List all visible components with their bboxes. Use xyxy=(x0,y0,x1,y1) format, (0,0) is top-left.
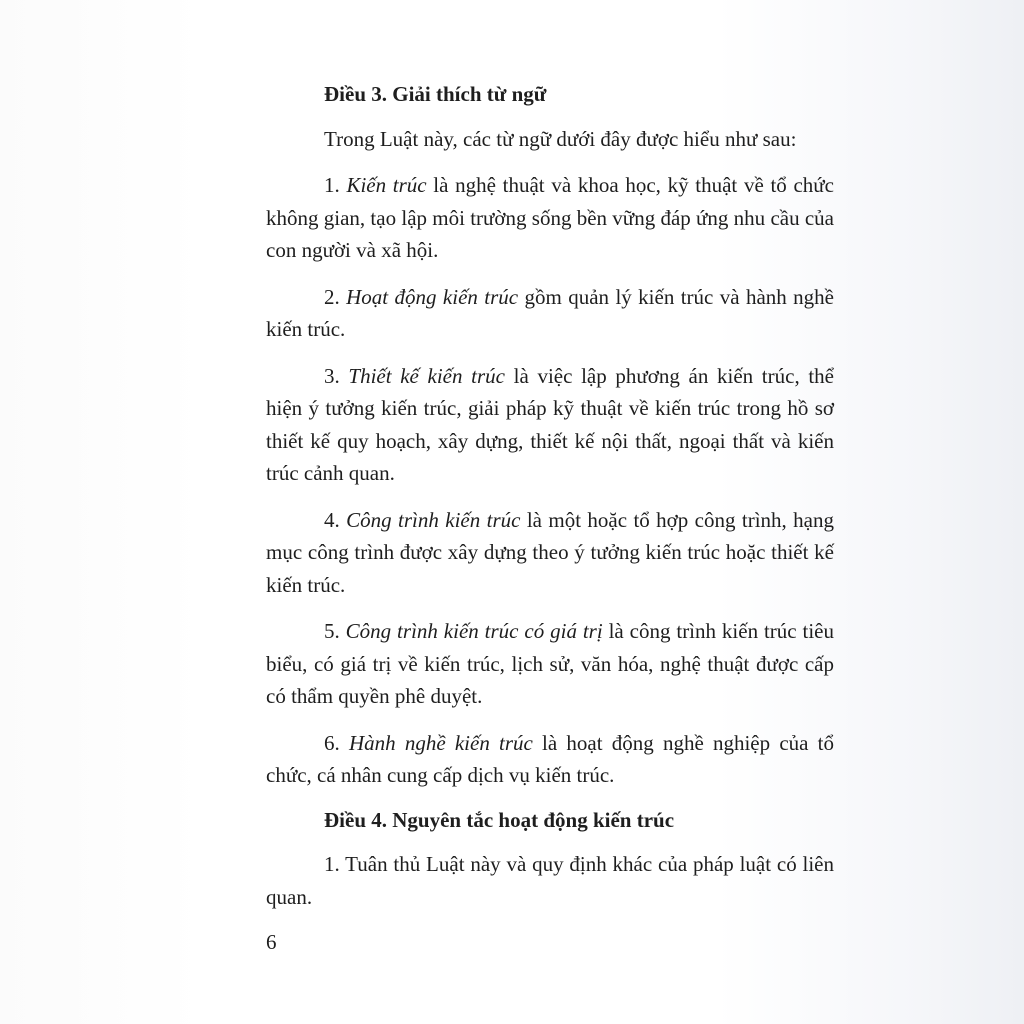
article-3-item-3 xyxy=(266,360,834,490)
article-3-intro: Trong Luật này, các từ ngữ dưới đây được hiểu như sau: xyxy=(324,126,797,151)
article-4-heading: Điều 4. Nguyên tắc hoạt động kiến trúc xyxy=(324,807,675,832)
item-number: 4. xyxy=(324,507,347,532)
definition-text: là hoạt động nghề nghiệp của tổ chức, cá nhân cung cấp dịch vụ kiến trúc. xyxy=(266,730,834,787)
defined-term: Hoạt động kiến trúc xyxy=(346,284,519,309)
definition-text: là một hoặc tổ hợp công trình, hạng mục công trình được xây dựng theo ý tưởng kiến trúc hoặc thiết kế kiến trúc. xyxy=(266,507,834,597)
article-3-item-2 xyxy=(266,281,834,346)
article-3-item-4 xyxy=(266,504,834,602)
defined-term: Công trình kiến trúc có giá trị xyxy=(345,619,603,643)
article-3-item-6 xyxy=(266,727,834,792)
definition-text: là công trình kiến trúc tiêu biểu, có giá trị về kiến trúc, lịch sử, văn hóa, nghệ thuật được cấp có thẩm quyền phê duyệt. xyxy=(266,619,834,708)
page-number: 6 xyxy=(266,930,277,954)
defined-term: Kiến trúc xyxy=(346,173,427,197)
item-number: 1. xyxy=(324,173,347,197)
item-number: 2. xyxy=(324,284,347,309)
definition-text: gồm quản lý kiến trúc và hành nghề kiến trúc. xyxy=(266,284,834,341)
article-3-item-5 xyxy=(266,615,834,713)
definition-text: là nghệ thuật và khoa học, kỹ thuật về tổ chức không gian, tạo lập môi trường sống bền vững đáp ứng nhu cầu của con người và xã hội. xyxy=(266,173,834,262)
article-4-item-1: 1. Tuân thủ Luật này và quy định khác của pháp luật có liên quan. xyxy=(266,852,834,909)
item-number: 6. xyxy=(324,730,349,755)
document-body xyxy=(266,78,834,927)
defined-term: Thiết kế kiến trúc xyxy=(348,363,505,388)
item-number: 3. xyxy=(324,363,349,388)
article-3-heading: Điều 3. Giải thích từ ngữ xyxy=(324,82,547,106)
definition-text: là việc lập phương án kiến trúc, thể hiện ý tưởng kiến trúc, giải pháp kỹ thuật về kiến trúc trong hồ sơ thiết kế quy hoạch, xây dựng, thiết kế nội thất, ngoại thất và kiến trúc cảnh quan. xyxy=(266,363,834,485)
defined-term: Hành nghề kiến trúc xyxy=(348,730,533,755)
article-3-item-1 xyxy=(266,169,834,267)
defined-term: Công trình kiến trúc xyxy=(346,507,521,532)
item-number: 5. xyxy=(324,619,346,643)
